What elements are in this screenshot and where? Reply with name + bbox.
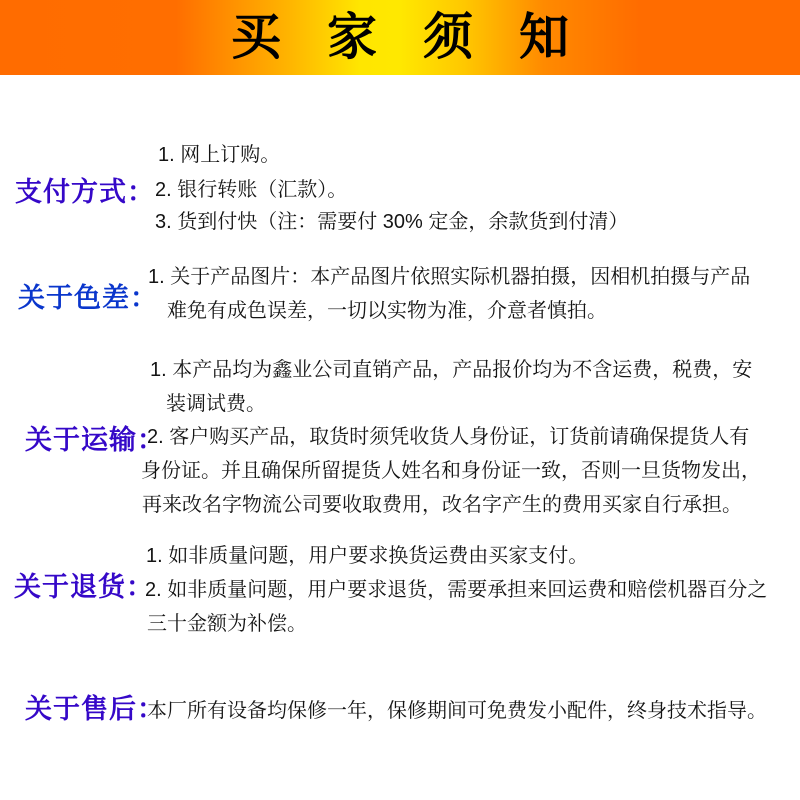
notice-line: 难免有成色误差，一切以实物为准，介意者慎拍。 bbox=[167, 300, 607, 322]
section-label-shipping: 关于运输： bbox=[25, 425, 165, 455]
notice-line: 2. 如非质量问题，用户要求退货，需要承担来回运费和赔偿机器百分之 bbox=[145, 579, 768, 601]
notice-line: 1. 网上订购。 bbox=[158, 144, 281, 166]
notice-line: 再来改名字物流公司要收取费用，改名字产生的费用买家自行承担。 bbox=[142, 494, 742, 516]
notice-line: 三十金额为补偿。 bbox=[147, 613, 307, 635]
notice-line: 2. 银行转账（汇款）。 bbox=[155, 179, 348, 201]
notice-line: 装调试费。 bbox=[166, 393, 266, 415]
page-title: 买家须知 bbox=[231, 9, 615, 65]
notice-line: 3. 货到付快（注：需要付 30% 定金，余款货到付清） bbox=[155, 211, 629, 233]
section-label-returns: 关于退货： bbox=[14, 572, 154, 602]
notice-line: 身份证。并且确保所留提货人姓名和身份证一致，否则一旦货物发出， bbox=[141, 460, 761, 482]
header-banner bbox=[0, 0, 800, 75]
notice-line: 本厂所有设备均保修一年，保修期间可免费发小配件，终身技术指导。 bbox=[147, 700, 767, 722]
notice-line: 2. 客户购买产品，取货时须凭收货人身份证，订货前请确保提货人有 bbox=[147, 426, 750, 448]
notice-line: 1. 本产品均为鑫业公司直销产品，产品报价均为不含运费，税费，安 bbox=[150, 359, 753, 381]
notice-line: 1. 关于产品图片：本产品图片依照实际机器拍摄，因相机拍摄与产品 bbox=[148, 266, 751, 288]
section-label-color-difference: 关于色差： bbox=[18, 283, 158, 313]
notice-line: 1. 如非质量问题，用户要求换货运费由买家支付。 bbox=[146, 545, 589, 567]
section-label-payment: 支付方式： bbox=[15, 177, 155, 207]
section-label-after-sales: 关于售后： bbox=[25, 694, 165, 724]
